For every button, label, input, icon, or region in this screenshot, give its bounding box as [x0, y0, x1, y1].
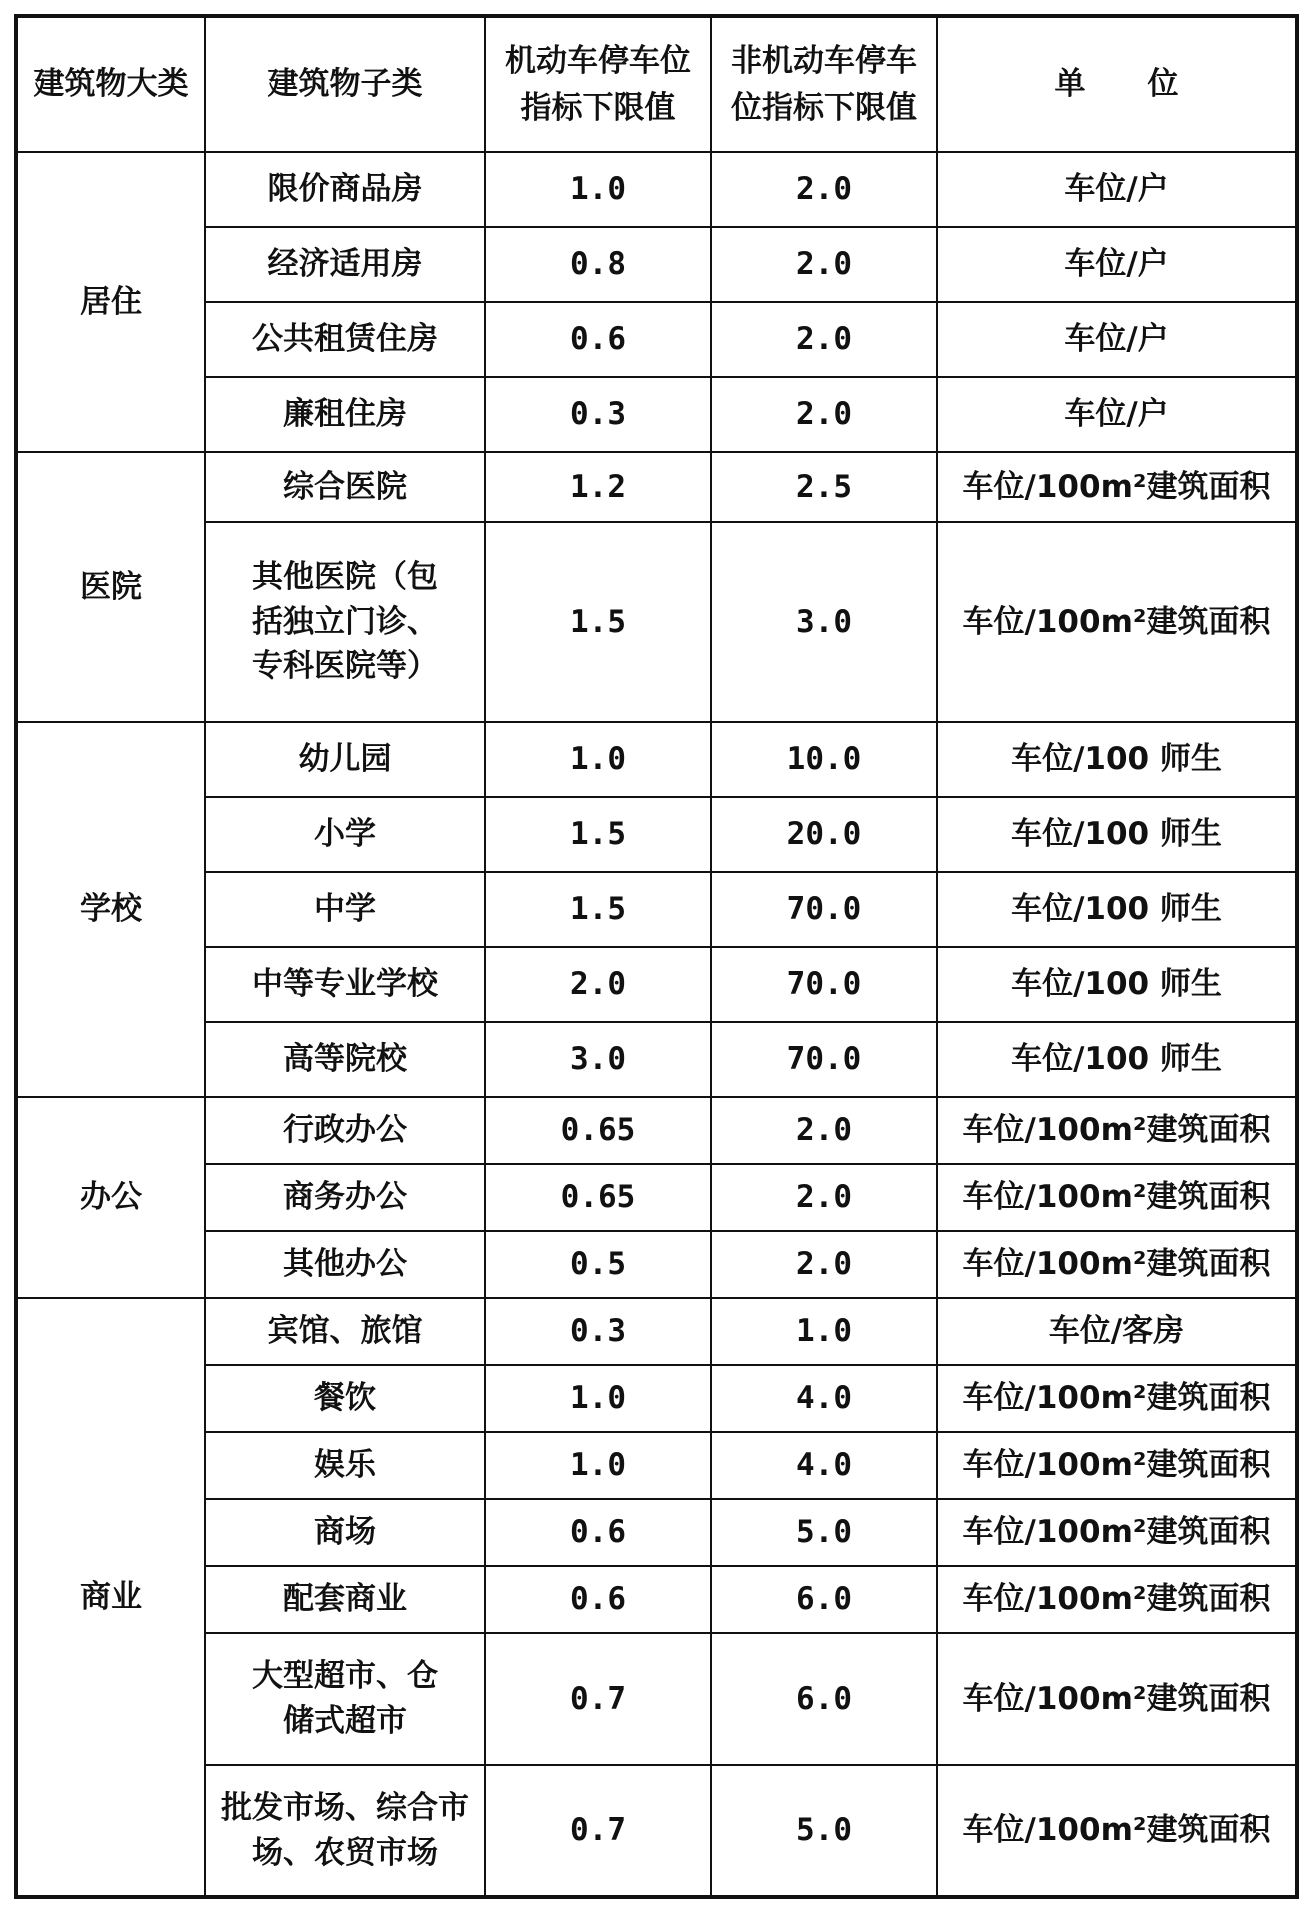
motor-value-cell: 1.5	[485, 797, 711, 872]
motor-value-cell: 1.2	[485, 452, 711, 522]
nonmotor-value-cell: 5.0	[711, 1765, 937, 1897]
table-row	[16, 522, 1297, 722]
unit-cell: 车位/100 师生	[937, 947, 1297, 1022]
motor-value-cell: 0.6	[485, 1566, 711, 1633]
subcategory-cell: 娱乐	[205, 1432, 485, 1499]
nonmotor-value-cell: 70.0	[711, 872, 937, 947]
motor-value-cell: 0.7	[485, 1633, 711, 1765]
nonmotor-value-cell: 3.0	[711, 522, 937, 722]
table-row	[16, 722, 1297, 797]
table-row	[16, 302, 1297, 377]
table-row	[16, 1499, 1297, 1566]
unit-cell: 车位/100 师生	[937, 722, 1297, 797]
subcategory-cell: 高等院校	[205, 1022, 485, 1097]
motor-value-cell: 0.3	[485, 377, 711, 452]
unit-cell: 车位/100 师生	[937, 797, 1297, 872]
nonmotor-value-cell: 70.0	[711, 1022, 937, 1097]
unit-cell: 车位/100m²建筑面积	[937, 1164, 1297, 1231]
table-row	[16, 152, 1297, 227]
nonmotor-value-cell: 2.0	[711, 227, 937, 302]
nonmotor-value-cell: 2.0	[711, 1231, 937, 1298]
unit-cell: 车位/100m²建筑面积	[937, 1566, 1297, 1633]
category-cell: 学校	[16, 722, 205, 1097]
category-cell: 医院	[16, 452, 205, 722]
nonmotor-value-cell: 1.0	[711, 1298, 937, 1365]
unit-cell: 车位/100m²建筑面积	[937, 522, 1297, 722]
nonmotor-value-cell: 2.5	[711, 452, 937, 522]
table-row	[16, 377, 1297, 452]
table-row	[16, 872, 1297, 947]
unit-cell: 车位/100m²建筑面积	[937, 1633, 1297, 1765]
subcategory-cell: 大型超市、仓储式超市	[205, 1633, 485, 1765]
table-row	[16, 1765, 1297, 1897]
unit-cell: 车位/户	[937, 377, 1297, 452]
subcategory-cell: 宾馆、旅馆	[205, 1298, 485, 1365]
nonmotor-value-cell: 2.0	[711, 1097, 937, 1164]
category-cell: 商业	[16, 1298, 205, 1897]
nonmotor-value-cell: 4.0	[711, 1365, 937, 1432]
table-row	[16, 1566, 1297, 1633]
unit-cell: 车位/户	[937, 227, 1297, 302]
parking-standards-table	[14, 14, 1299, 1899]
motor-value-cell: 2.0	[485, 947, 711, 1022]
header-unit: 单 位	[937, 16, 1297, 152]
nonmotor-value-cell: 2.0	[711, 1164, 937, 1231]
subcategory-cell: 经济适用房	[205, 227, 485, 302]
category-cell: 办公	[16, 1097, 205, 1298]
subcategory-cell: 小学	[205, 797, 485, 872]
motor-value-cell: 0.5	[485, 1231, 711, 1298]
subcategory-cell: 公共租赁住房	[205, 302, 485, 377]
motor-value-cell: 0.7	[485, 1765, 711, 1897]
subcategory-cell: 商务办公	[205, 1164, 485, 1231]
motor-value-cell: 3.0	[485, 1022, 711, 1097]
motor-value-cell: 1.0	[485, 1365, 711, 1432]
unit-cell: 车位/100m²建筑面积	[937, 1432, 1297, 1499]
motor-value-cell: 1.0	[485, 152, 711, 227]
header-category: 建筑物大类	[16, 16, 205, 152]
subcategory-cell: 综合医院	[205, 452, 485, 522]
category-cell: 居住	[16, 152, 205, 452]
motor-value-cell: 1.5	[485, 522, 711, 722]
unit-cell: 车位/100 师生	[937, 1022, 1297, 1097]
nonmotor-value-cell: 10.0	[711, 722, 937, 797]
subcategory-cell: 商场	[205, 1499, 485, 1566]
nonmotor-value-cell: 6.0	[711, 1566, 937, 1633]
subcategory-cell: 行政办公	[205, 1097, 485, 1164]
nonmotor-value-cell: 5.0	[711, 1499, 937, 1566]
header-motor-parking: 机动车停车位指标下限值	[485, 16, 711, 152]
nonmotor-value-cell: 2.0	[711, 152, 937, 227]
table-row	[16, 1164, 1297, 1231]
subcategory-cell: 批发市场、综合市场、农贸市场	[205, 1765, 485, 1897]
nonmotor-value-cell: 4.0	[711, 1432, 937, 1499]
header-nonmotor-parking: 非机动车停车位指标下限值	[711, 16, 937, 152]
nonmotor-value-cell: 6.0	[711, 1633, 937, 1765]
unit-cell: 车位/客房	[937, 1298, 1297, 1365]
header-row	[16, 16, 1297, 152]
unit-cell: 车位/100m²建筑面积	[937, 1499, 1297, 1566]
unit-cell: 车位/100m²建筑面积	[937, 1365, 1297, 1432]
unit-cell: 车位/100m²建筑面积	[937, 1097, 1297, 1164]
unit-cell: 车位/户	[937, 302, 1297, 377]
unit-cell: 车位/100m²建筑面积	[937, 452, 1297, 522]
subcategory-cell: 配套商业	[205, 1566, 485, 1633]
table-row	[16, 227, 1297, 302]
nonmotor-value-cell: 2.0	[711, 377, 937, 452]
table-row	[16, 452, 1297, 522]
motor-value-cell: 0.8	[485, 227, 711, 302]
table-row	[16, 797, 1297, 872]
motor-value-cell: 1.0	[485, 1432, 711, 1499]
motor-value-cell: 1.0	[485, 722, 711, 797]
subcategory-cell: 餐饮	[205, 1365, 485, 1432]
motor-value-cell: 0.65	[485, 1164, 711, 1231]
motor-value-cell: 0.65	[485, 1097, 711, 1164]
unit-cell: 车位/100m²建筑面积	[937, 1765, 1297, 1897]
unit-cell: 车位/100m²建筑面积	[937, 1231, 1297, 1298]
subcategory-cell: 中等专业学校	[205, 947, 485, 1022]
nonmotor-value-cell: 70.0	[711, 947, 937, 1022]
subcategory-cell: 其他办公	[205, 1231, 485, 1298]
subcategory-cell: 中学	[205, 872, 485, 947]
nonmotor-value-cell: 20.0	[711, 797, 937, 872]
motor-value-cell: 0.3	[485, 1298, 711, 1365]
subcategory-cell: 幼儿园	[205, 722, 485, 797]
table-row	[16, 1633, 1297, 1765]
subcategory-cell: 其他医院（包括独立门诊、专科医院等）	[205, 522, 485, 722]
table-row	[16, 1298, 1297, 1365]
table-row	[16, 1231, 1297, 1298]
table-row	[16, 947, 1297, 1022]
table-row	[16, 1022, 1297, 1097]
unit-cell: 车位/100 师生	[937, 872, 1297, 947]
table-row	[16, 1097, 1297, 1164]
motor-value-cell: 0.6	[485, 1499, 711, 1566]
unit-cell: 车位/户	[937, 152, 1297, 227]
subcategory-cell: 限价商品房	[205, 152, 485, 227]
motor-value-cell: 1.5	[485, 872, 711, 947]
header-subcategory: 建筑物子类	[205, 16, 485, 152]
table-row	[16, 1365, 1297, 1432]
table-row	[16, 1432, 1297, 1499]
nonmotor-value-cell: 2.0	[711, 302, 937, 377]
motor-value-cell: 0.6	[485, 302, 711, 377]
subcategory-cell: 廉租住房	[205, 377, 485, 452]
